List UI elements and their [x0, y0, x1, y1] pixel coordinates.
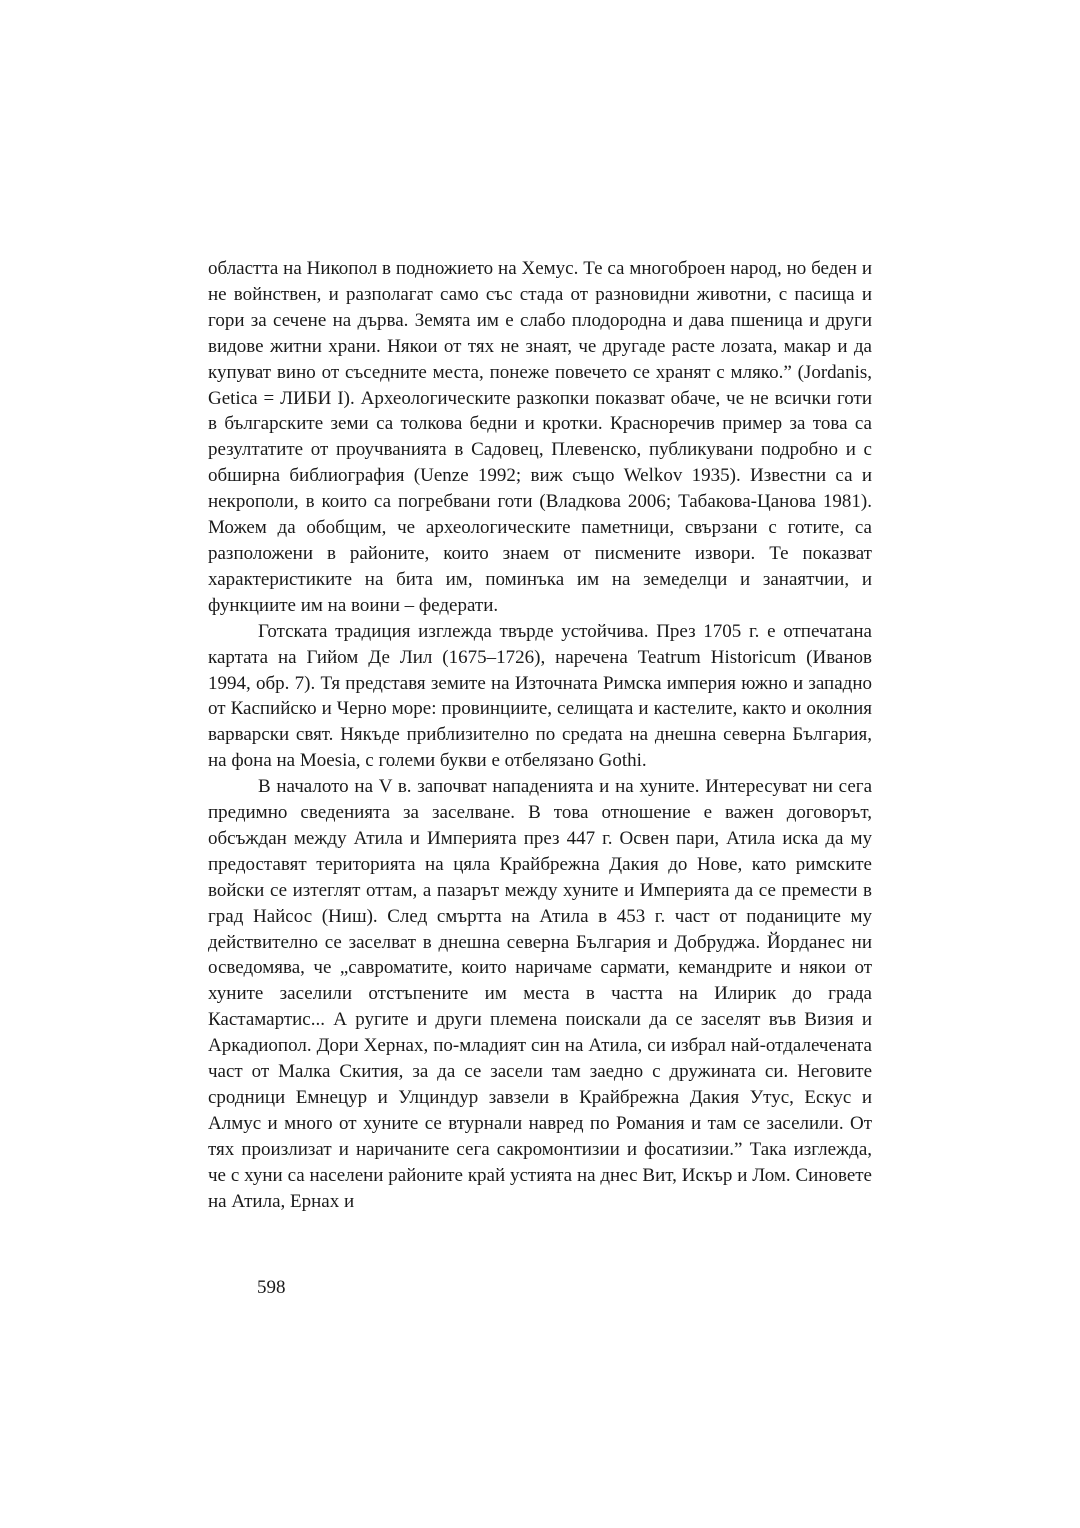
paragraph-gothic-tradition: Готската традиция изглежда твърде устойчива. През 1705 г. е отпечатана картата на Гийом Де Лил (1675–1726), наречена Teatrum Historicum (Иванов 1994, обр. 7). Тя представя земите на Източната Римска империя южно и западно от Каспийско и Черно море: провинциите, селищата и кастелите, както и околния варварски свят. Някъде приблизително по средата на днешна северна България, на фона на Moesia, с големи букви е отбелязано Gothi. [208, 620, 872, 772]
body-text [208, 256, 872, 1215]
paragraph-continuation: областта на Никопол в подножието на Хемус. Те са многоброен народ, но беден и не войнствен, и разполагат само със стада от разновидни животни, с пасища и гори за сечене на дърва. Земята им е слабо плодородна и дава пшеница и други видове житни храни. Някои от тях не знаят, че другаде расте лозата, макар и да купуват вино от съседните места, понеже повечето се хранят с мляко.” (Jordanis, Getica = ЛИБИ I). Археологическите разкопки показват обаче, че не всички готи в българските земи са толкова бедни и кротки. Красноречив пример за това са резултатите от проучванията в Садовец, Плевенско, публикувани подробно и с обширна библиография (Uenze 1992; виж също Welkov 1935). Известни са и некрополи, в които са погребвани готи (Владкова 2006; Табакова-Цанова 1981). Можем да обобщим, че археологическите паметници, свързани с готите, са разположени в районите, които знаем от писмените извори. Те показват характеристиките на бита им, поминъка им на земеделци и занаятчии, и функциите им на воини – федерати. [208, 258, 872, 616]
page-number: 598 [257, 1277, 286, 1298]
paragraph-huns: В началото на V в. започват нападенията и на хуните. Интересуват ни сега предимно сведенията за заселване. В това отношение е важен договорът, обсъждан между Атила и Империята през 447 г. Освен пари, Атила иска да му предоставят територията на цяла Крайбрежна Дакия до Нове, като римските войски се изтеглят оттам, а пазарът между хуните и Империята да се премести в град Найсос (Ниш). След смъртта на Атила в 453 г. част от поданиците му действително се заселват в днешна северна България и Добруджа. Йорданес ни осведомява, че „савроматите, които наричаме сармати, кемандрите и някои от хуните заселили отстъпените им места в частта на Илирик до града Кастамартис... А ругите и други племена поискали да се заселят във Визия и Аркадиопол. Дори Хернах, по-младият син на Атила, си избрал най-отдалечената част от Малка Скития, за да се засели там заедно с дружината си. Неговите сродници Емнецур и Улциндур завзели в Крайбрежна Дакия Утус, Ескус и Алмус и много от хуните се втурнали навред по Романия и там се заселили. От тях произлизат и наричаните сега сакромонтизии и фосатизии.” Така изглежда, че с хуни са населени районите край устията на днес Вит, Искър и Лом. Синовете на Атила, Ернах и [208, 776, 872, 1212]
